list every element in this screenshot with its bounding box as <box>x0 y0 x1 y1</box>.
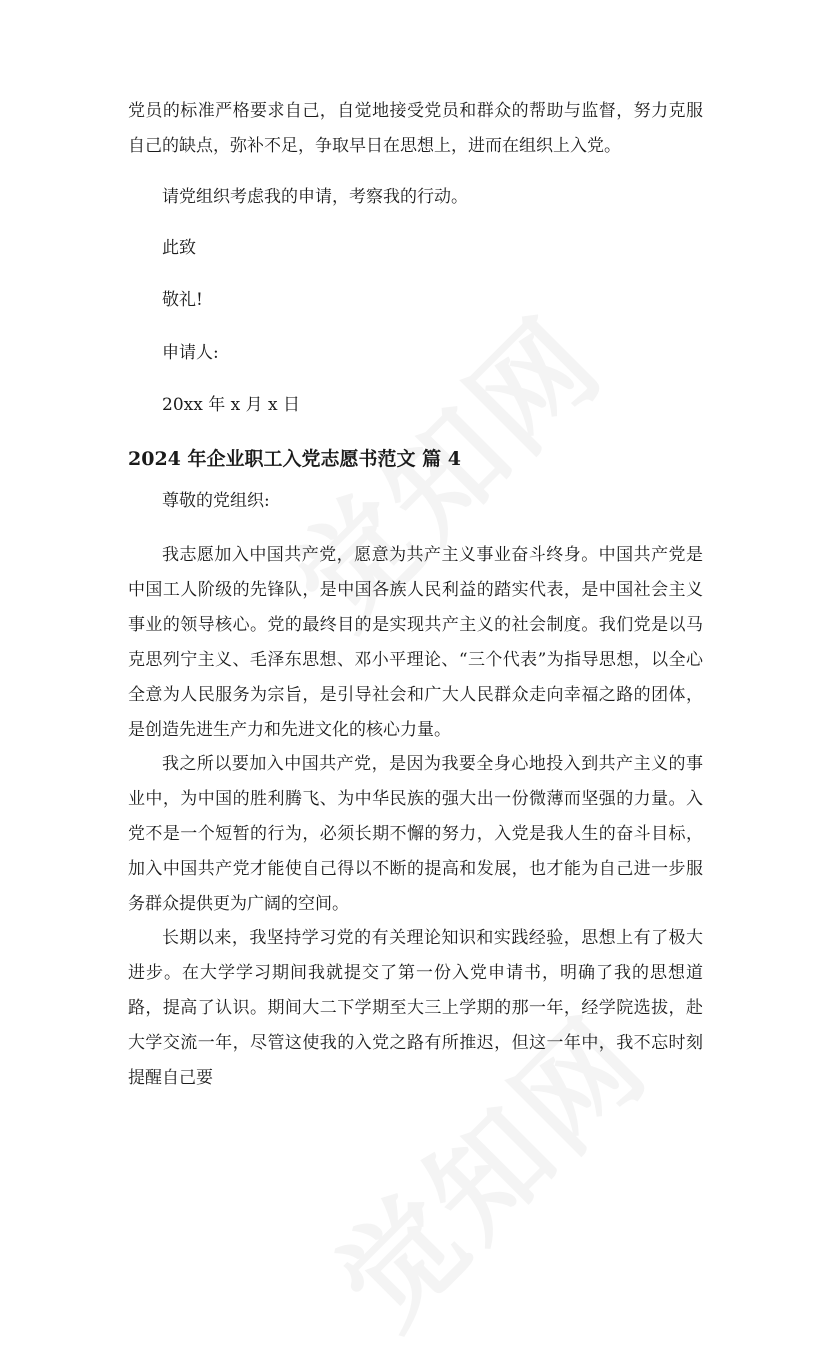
body-paragraph: 我之所以要加入中国共产党，是因为我要全身心地投入到共产主义的事业中，为中国的胜利腾飞、为中华民族的强大出一份微薄而坚强的力量。入党不是一个短暂的行为，必须长期不懈的努力，入党是我人生的奋斗目标，加入中国共产党才能使自己得以不断的提高和发展，也才能为自己进一步服务群众提供更为广阔的空间。 <box>128 754 703 914</box>
closing-line: 敬礼! <box>162 290 203 310</box>
salutation: 尊敬的党组织: <box>162 491 270 511</box>
date-line: 20xx 年 x 月 x 日 <box>162 395 301 415</box>
body-paragraph: 长期以来，我坚持学习党的有关理论知识和实践经验，思想上有了极大进步。在大学学习期间我就提交了第一份入党申请书，明确了我的思想道路，提高了认识。期间大二下学期至大三上学期的那一年，经学院选拔，赴大学交流一年，尽管这使我的入党之路有所推迟，但这一年中，我不忘时刻提醒自己要 <box>128 928 703 1088</box>
applicant-label: 申请人: <box>162 343 219 363</box>
continuation-paragraph: 党员的标准严格要求自己，自觉地接受党员和群众的帮助与监督，努力克服自己的缺点，弥补不足，争取早日在思想上，进而在组织上入党。 <box>128 101 703 156</box>
section-heading: 2024 年企业职工入党志愿书范文 篇 4 <box>128 448 461 470</box>
request-line: 请党组织考虑我的申请，考察我的行动。 <box>162 187 468 207</box>
body-paragraph: 我志愿加入中国共产党，愿意为共产主义事业奋斗终身。中国共产党是中国工人阶级的先锋队，是中国各族人民利益的踏实代表，是中国社会主义事业的领导核心。党的最终目的是实现共产主义的社会制度。我们党是以马克思列宁主义、毛泽东思想、邓小平理论、“三个代表”为指导思想，以全心全意为人民服务为宗旨，是引导社会和广大人民群众走向幸福之路的团体，是创造先进生产力和先进文化的核心力量。 <box>128 545 703 740</box>
closing-line: 此致 <box>162 238 196 258</box>
